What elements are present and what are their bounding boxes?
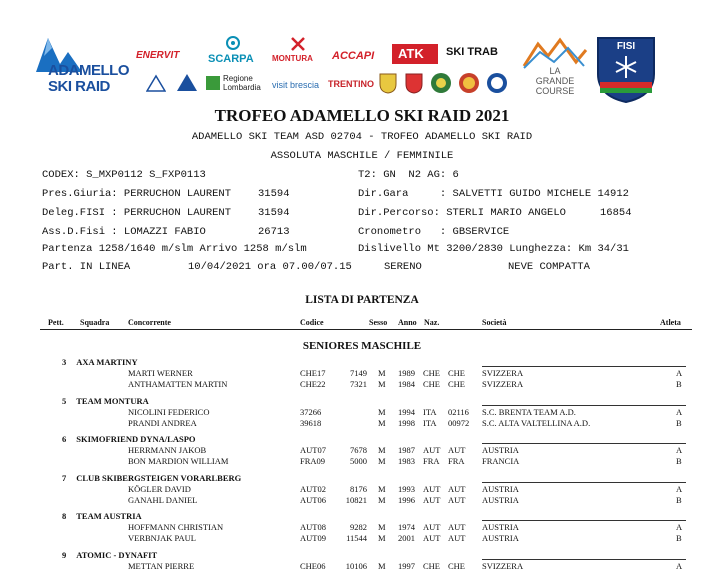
cell-code2: 9282 bbox=[350, 522, 367, 532]
dir-percorso: Dir.Percorso: STERLI MARIO ANGELO bbox=[358, 207, 566, 219]
col-pett: Pett. bbox=[48, 318, 64, 327]
dislivello-info: Dislivello Mt 3200/2830 Lunghezza: Km 34/31 bbox=[358, 243, 629, 255]
cell-naz2: AUT bbox=[448, 483, 466, 494]
cell-name: VERBNJAK PAUL bbox=[128, 533, 196, 543]
cell-societa: S.C. ALTA VALTELLINA A.D. bbox=[482, 417, 591, 428]
cell-naz2: 02116 bbox=[448, 406, 469, 417]
cell-naz: ITA bbox=[423, 406, 437, 417]
deleg-fisi-code: 31594 bbox=[258, 207, 290, 219]
cell-code2: 10821 bbox=[345, 494, 367, 505]
cell-anno: 1993 bbox=[398, 483, 415, 494]
dir-percorso-code: 16854 bbox=[600, 207, 632, 219]
sponsor-montura: MONTURA bbox=[272, 54, 313, 63]
cell-societa: AUSTRIA bbox=[482, 483, 519, 494]
cell-code2: 7149 bbox=[350, 368, 367, 378]
lombardia-icon bbox=[206, 76, 220, 90]
cell-anno: 1997 bbox=[398, 560, 415, 571]
team-underline bbox=[482, 443, 686, 444]
cell-name: GANAHL DANIEL bbox=[128, 494, 198, 505]
atk-logo bbox=[392, 44, 438, 64]
pres-giuria-code: 31594 bbox=[258, 188, 290, 200]
sponsor-scarpa: SCARPA bbox=[208, 53, 254, 65]
pres-giuria: Pres.Giuria: PERRUCHON LAURENT bbox=[42, 188, 232, 200]
ski-trab-logo bbox=[444, 42, 500, 66]
team-name: TEAM AUSTRIA bbox=[76, 511, 142, 521]
team-number: 6 bbox=[62, 434, 67, 444]
cell-codice: CHE17 bbox=[300, 368, 326, 378]
cell-sesso: M bbox=[378, 560, 386, 571]
cell-naz: AUT bbox=[423, 445, 441, 455]
team-number: 7 bbox=[62, 472, 67, 483]
cell-naz2: CHE bbox=[448, 560, 465, 571]
subtitle-organizer: ADAMELLO SKI TEAM ASD 02704 - TROFEO ADAMELLO SKI RAID bbox=[191, 131, 533, 143]
cell-naz: AUT bbox=[423, 483, 441, 494]
cell-code2: 7678 bbox=[350, 445, 367, 455]
subtitle-category: ASSOLUTA MASCHILE / FEMMINILE bbox=[270, 150, 454, 162]
cell-naz2: AUT bbox=[448, 522, 466, 532]
cell-name: ANTHAMATTEN MARTIN bbox=[128, 379, 228, 389]
t2-info: T2: GN N2 AG: 6 bbox=[358, 169, 459, 181]
deleg-fisi: Deleg.FISI : PERRUCHON LAURENT bbox=[42, 207, 232, 219]
weather: SERENO bbox=[384, 261, 422, 273]
sponsor-ski-trab: SKI TRAB bbox=[446, 46, 498, 58]
sponsor-regione-lombardia: Regione Lombardia bbox=[223, 74, 261, 92]
team-underline bbox=[482, 366, 686, 367]
cell-atleta: A bbox=[676, 368, 683, 378]
table-row bbox=[0, 495, 724, 506]
cell-societa: AUSTRIA bbox=[482, 494, 519, 505]
team-header bbox=[62, 434, 196, 444]
cell-naz2: CHE bbox=[448, 368, 465, 378]
cell-naz2: CHE bbox=[448, 379, 465, 389]
scarpa-icon bbox=[222, 36, 244, 50]
course-line2: GRANDE bbox=[535, 76, 575, 86]
cell-societa: SVIZZERA bbox=[482, 379, 524, 389]
course-line3: COURSE bbox=[535, 86, 575, 96]
cell-anno: 2001 bbox=[398, 533, 415, 543]
table-row bbox=[0, 407, 724, 418]
table-row bbox=[0, 561, 724, 572]
cell-codice: 37266 bbox=[300, 406, 322, 417]
sponsor-visit-brescia: visit brescia bbox=[272, 80, 320, 90]
cell-naz: ITA bbox=[423, 417, 437, 428]
header-divider bbox=[40, 329, 692, 330]
cell-anno: 1983 bbox=[398, 456, 415, 466]
cell-anno: 1974 bbox=[398, 522, 415, 532]
cell-atleta: A bbox=[676, 483, 683, 494]
cell-codice: CHE06 bbox=[300, 560, 326, 571]
cell-anno: 1996 bbox=[398, 494, 415, 505]
cell-naz: FRA bbox=[423, 456, 440, 466]
cell-anno: 1994 bbox=[398, 406, 415, 417]
cell-naz: CHE bbox=[423, 379, 440, 389]
cell-naz: CHE bbox=[423, 560, 440, 571]
cell-sesso: M bbox=[378, 456, 386, 466]
cell-atleta: B bbox=[676, 494, 682, 505]
cell-anno: 1998 bbox=[398, 417, 415, 428]
cell-codice: AUT07 bbox=[300, 445, 326, 455]
cell-sesso: M bbox=[378, 406, 386, 417]
table-row bbox=[0, 418, 724, 429]
logo-line1: ADAMELLO bbox=[48, 62, 129, 79]
crest-icon bbox=[378, 72, 398, 99]
dir-gara: Dir.Gara : SALVETTI GUIDO MICHELE 14912 bbox=[358, 188, 629, 200]
fisi-text: FISI bbox=[616, 41, 636, 52]
team-underline bbox=[482, 405, 686, 406]
table-row bbox=[0, 445, 724, 456]
cell-codice: FRA09 bbox=[300, 456, 326, 466]
cell-code2: 10106 bbox=[345, 560, 367, 571]
cell-societa: SVIZZERA bbox=[482, 560, 524, 571]
team-number: 3 bbox=[62, 357, 67, 367]
cell-naz2: AUT bbox=[448, 445, 466, 455]
cell-name: MARTI WERNER bbox=[128, 368, 193, 378]
cell-atleta: B bbox=[676, 417, 682, 428]
col-anno: Anno bbox=[398, 318, 417, 327]
list-title: LISTA DI PARTENZA bbox=[305, 294, 419, 306]
cell-name: NICOLINI FEDERICO bbox=[128, 406, 210, 417]
seal-icon bbox=[486, 72, 508, 99]
sponsor-enervit: ENERVIT bbox=[136, 50, 180, 61]
team-underline bbox=[482, 520, 686, 521]
cell-atleta: B bbox=[676, 379, 682, 389]
team-header bbox=[62, 396, 149, 406]
cell-naz2: AUT bbox=[448, 533, 466, 543]
cell-atleta: A bbox=[676, 445, 683, 455]
sponsor-atk: ATK bbox=[398, 46, 424, 61]
cell-sesso: M bbox=[378, 417, 386, 428]
team-header bbox=[62, 357, 138, 367]
cell-atleta: B bbox=[676, 456, 682, 466]
ass-d-fisi-code: 26713 bbox=[258, 226, 290, 238]
team-name: ATOMIC - DYNAFIT bbox=[76, 549, 158, 560]
cell-name: HOFFMANN CHRISTIAN bbox=[128, 522, 224, 532]
col-codice: Codice bbox=[300, 318, 324, 327]
team-number: 9 bbox=[62, 549, 67, 560]
cell-codice: AUT09 bbox=[300, 533, 326, 543]
page-title: TROFEO ADAMELLO SKI RAID 2021 bbox=[214, 106, 510, 125]
codex: CODEX: S_MXP0112 S_FXP0113 bbox=[42, 169, 206, 181]
cell-naz: AUT bbox=[423, 522, 441, 532]
col-concorrente: Concorrente bbox=[128, 318, 171, 327]
cell-code2: 8176 bbox=[350, 483, 367, 494]
cronometro: Cronometro : GBSERVICE bbox=[358, 226, 510, 238]
table-row bbox=[0, 379, 724, 390]
course-line1: LA bbox=[549, 66, 561, 76]
cell-societa: FRANCIA bbox=[482, 456, 520, 466]
cell-code2: 5000 bbox=[350, 456, 367, 466]
fisi-logo bbox=[594, 34, 658, 104]
cell-name: HERRMANN JAKOB bbox=[128, 445, 207, 455]
col-atleta: Atleta bbox=[660, 318, 681, 327]
team-underline bbox=[482, 482, 686, 483]
team-number: 5 bbox=[62, 395, 67, 406]
table-row bbox=[0, 533, 724, 544]
cell-naz2: AUT bbox=[448, 494, 466, 505]
team-name: TEAM MONTURA bbox=[76, 395, 149, 406]
cell-code2: 7321 bbox=[350, 379, 367, 389]
table-row bbox=[0, 484, 724, 495]
cell-code2: 11544 bbox=[346, 533, 367, 543]
team-header bbox=[62, 550, 157, 560]
cell-naz2: FRA bbox=[448, 456, 465, 466]
cell-sesso: M bbox=[378, 533, 386, 543]
table-row bbox=[0, 456, 724, 467]
la-grande-course-logo bbox=[520, 36, 590, 102]
mountain-icon bbox=[176, 72, 198, 97]
mountain-icon bbox=[146, 74, 166, 97]
cell-name: KÖGLER DAVID bbox=[128, 483, 191, 494]
sponsor-accapi: ACCAPI bbox=[332, 50, 375, 62]
sponsor-trentino: TRENTINO bbox=[328, 79, 374, 89]
crest-icon bbox=[404, 72, 424, 99]
cell-sesso: M bbox=[378, 445, 386, 455]
part-in-linea: Part. IN LINEA bbox=[42, 261, 131, 273]
cell-name: METTAN PIERRE bbox=[128, 560, 195, 571]
table-row bbox=[0, 368, 724, 379]
snow-condition: NEVE COMPATTA bbox=[508, 261, 590, 273]
cell-name: PRANDI ANDREA bbox=[128, 417, 197, 428]
cell-societa: AUSTRIA bbox=[482, 533, 519, 543]
cell-anno: 1984 bbox=[398, 379, 415, 389]
team-header bbox=[62, 473, 241, 483]
cell-naz: CHE bbox=[423, 368, 440, 378]
cell-sesso: M bbox=[378, 522, 386, 532]
cell-naz: AUT bbox=[423, 533, 441, 543]
cell-codice: CHE22 bbox=[300, 379, 326, 389]
team-number: 8 bbox=[62, 511, 67, 521]
cell-codice: AUT06 bbox=[300, 494, 326, 505]
cell-naz: AUT bbox=[423, 494, 441, 505]
cell-societa: S.C. BRENTA TEAM A.D. bbox=[482, 406, 576, 417]
col-naz: Naz. bbox=[424, 318, 440, 327]
col-societa: Società bbox=[482, 318, 507, 327]
cell-codice: 39618 bbox=[300, 417, 322, 428]
cell-atleta: A bbox=[676, 406, 683, 417]
adamello-ski-raid-logo bbox=[34, 34, 134, 102]
col-squadra: Squadra bbox=[80, 318, 110, 327]
team-name: AXA MARTINY bbox=[76, 357, 138, 367]
cell-anno: 1987 bbox=[398, 445, 415, 455]
ass-d-fisi: Ass.D.Fisi : LOMAZZI FABIO bbox=[42, 226, 206, 238]
cell-atleta: A bbox=[676, 522, 683, 532]
category-title: SENIORES MASCHILE bbox=[302, 340, 422, 352]
cell-sesso: M bbox=[378, 368, 386, 378]
cell-societa: AUSTRIA bbox=[482, 445, 519, 455]
cell-atleta: A bbox=[676, 560, 683, 571]
table-row bbox=[0, 522, 724, 533]
partenza-info: Partenza 1258/1640 m/slm Arrivo 1258 m/slm bbox=[42, 243, 307, 255]
cell-naz2: 00972 bbox=[448, 417, 470, 428]
cell-sesso: M bbox=[378, 494, 386, 505]
cell-atleta: B bbox=[676, 533, 682, 543]
team-name: SKIMOFRIEND DYNA/LASPO bbox=[76, 434, 196, 444]
cell-societa: AUSTRIA bbox=[482, 522, 519, 532]
logo-line2: SKI RAID bbox=[48, 78, 110, 95]
cell-anno: 1989 bbox=[398, 368, 415, 378]
cell-societa: SVIZZERA bbox=[482, 368, 524, 378]
cell-sesso: M bbox=[378, 379, 386, 389]
cell-name: BON MARDION WILLIAM bbox=[128, 456, 229, 466]
cell-codice: AUT08 bbox=[300, 522, 326, 532]
col-sesso: Sesso bbox=[369, 318, 388, 327]
cell-codice: AUT02 bbox=[300, 483, 326, 494]
start-date: 10/04/2021 ora 07.00/07.15 bbox=[188, 261, 352, 273]
cell-sesso: M bbox=[378, 483, 386, 494]
team-header bbox=[62, 511, 142, 521]
mountain-icon bbox=[520, 36, 590, 70]
team-name: CLUB SKIBERGSTEIGEN VORARLBERG bbox=[76, 472, 242, 483]
seal-icon bbox=[458, 72, 480, 99]
seal-icon bbox=[430, 72, 452, 99]
team-underline bbox=[482, 559, 686, 560]
